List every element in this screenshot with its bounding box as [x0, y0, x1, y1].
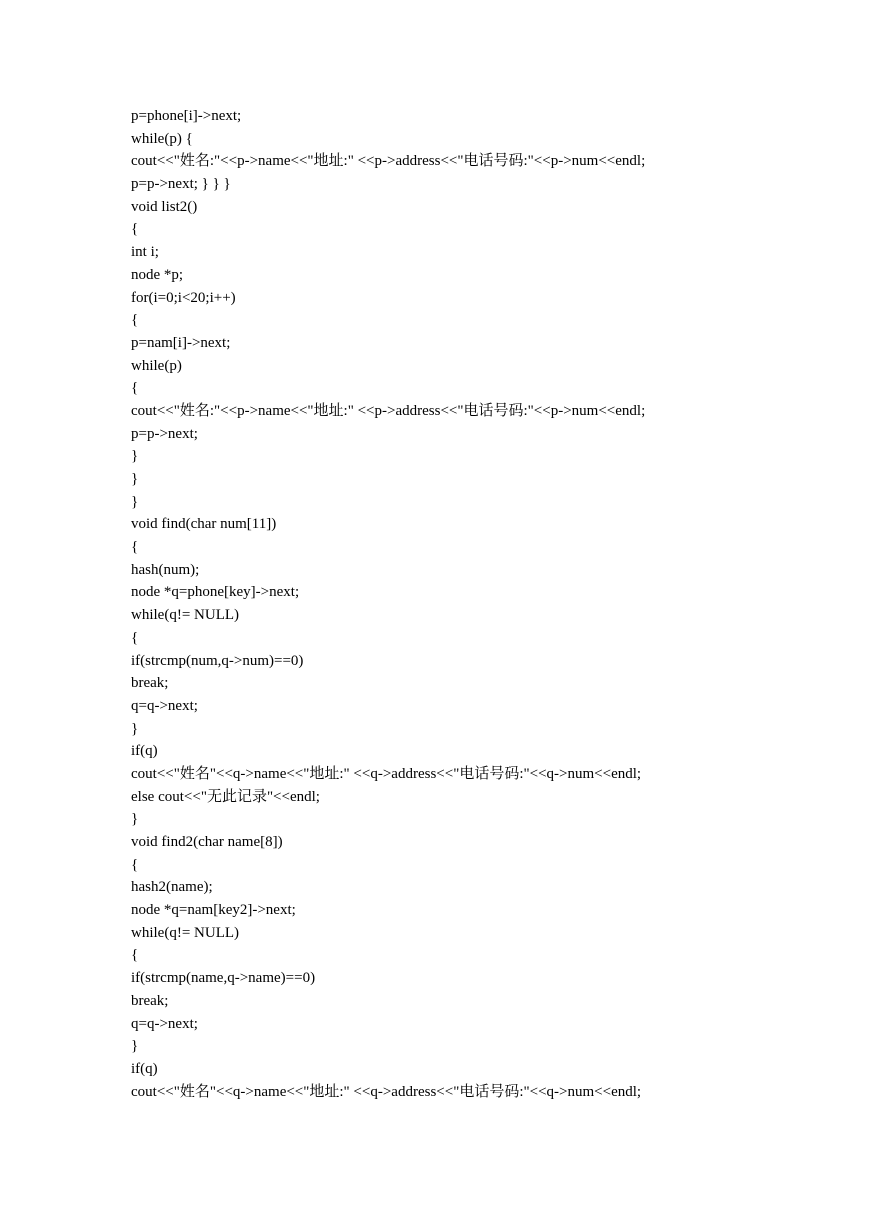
- code-line: p=p->next;: [131, 425, 198, 442]
- code-line: while(q!= NULL): [131, 924, 240, 941]
- code-line: cout<<"姓名"<<q->name<<"地址:" <<q->address<<"电话号码:"<<q->num<<endl;: [131, 1083, 642, 1100]
- code-line: void find2(char name[8]): [131, 834, 283, 850]
- code-listing: [131, 105, 831, 1103]
- code-line: node *p;: [131, 266, 184, 283]
- code-line: cout<<"姓名"<<q->name<<"地址:" <<q->address<<"电话号码:"<<q->num<<endl;: [131, 765, 642, 782]
- code-line: }: [131, 1038, 139, 1055]
- code-line: hash(num);: [131, 561, 200, 578]
- code-line: hash2(name);: [131, 879, 213, 896]
- code-line: {: [131, 312, 139, 329]
- code-line: }: [131, 493, 139, 510]
- code-line: int i;: [131, 244, 159, 261]
- code-line: q=q->next;: [131, 1015, 198, 1032]
- code-line: }: [131, 448, 139, 465]
- code-line: {: [131, 380, 139, 397]
- code-line: node *q=nam[key2]->next;: [131, 902, 296, 919]
- code-line: {: [131, 856, 139, 873]
- code-line: void list2(): [131, 198, 198, 215]
- code-line: break;: [131, 992, 169, 1009]
- code-line: while(p): [131, 357, 182, 374]
- code-line: while(p) {: [131, 130, 193, 147]
- code-line: if(q): [131, 1060, 158, 1077]
- code-line: cout<<"姓名:"<<p->name<<"地址:" <<p->address<<"电话号码:"<<p->num<<endl;: [131, 153, 646, 170]
- code-line: break;: [131, 675, 169, 692]
- code-line: void find(char num[11]): [131, 516, 277, 533]
- code-line: {: [131, 629, 139, 646]
- code-line: else cout<<"无此记录"<<endl;: [131, 788, 320, 805]
- code-line: if(strcmp(name,q->name)==0): [131, 970, 316, 987]
- code-line: p=phone[i]->next;: [131, 108, 242, 124]
- code-line: {: [131, 221, 139, 238]
- code-line: q=q->next;: [131, 697, 198, 714]
- code-line: for(i=0;i<20;i++): [131, 289, 236, 306]
- code-line: if(strcmp(num,q->num)==0): [131, 652, 304, 669]
- code-line: }: [131, 720, 139, 737]
- code-line: node *q=phone[key]->next;: [131, 584, 300, 601]
- code-line: p=nam[i]->next;: [131, 334, 231, 351]
- code-line: }: [131, 471, 139, 487]
- code-line: p=p->next; } } }: [131, 176, 231, 193]
- code-line: if(q): [131, 743, 158, 760]
- code-line: {: [131, 947, 139, 964]
- code-line: }: [131, 811, 139, 828]
- code-line: while(q!= NULL): [131, 607, 240, 624]
- code-line: cout<<"姓名:"<<p->name<<"地址:" <<p->address<<"电话号码:"<<p->num<<endl;: [131, 402, 646, 419]
- code-line: {: [131, 539, 139, 556]
